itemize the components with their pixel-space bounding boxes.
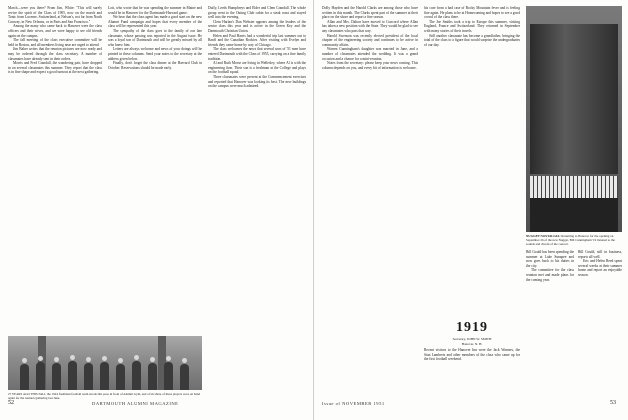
page-number: 52 <box>8 400 14 406</box>
class-secretary: Secretary, JOHN W. SMITH <box>452 337 492 341</box>
player-figure <box>84 363 93 390</box>
paragraph: Notes from the secretary: please keep your news coming. This column depends on you, and every bit of information is welcome. <box>322 61 418 70</box>
player-head <box>54 357 59 362</box>
player-head <box>166 356 171 361</box>
player-head <box>118 358 123 363</box>
player-head <box>134 355 139 360</box>
piano-lid-shape <box>530 24 618 174</box>
caption-text: Returning to Hanover for the opening on September 26 of the new Nugget, Bill Cunningham '19 listened to the sounds and chords of the concert. <box>526 234 615 246</box>
player-head <box>70 355 75 360</box>
piano-photo <box>526 6 622 232</box>
player-head <box>102 356 107 361</box>
player-figure <box>36 362 45 390</box>
paragraph: Lott, who wrote that he was spending the summer in Maine and would be in Hanover for the Dartmouth-Harvard game. <box>108 6 202 15</box>
right-column-2 <box>424 6 520 316</box>
right-column-1 <box>322 6 418 386</box>
player-figure <box>100 362 109 390</box>
paragraph: Harold Swenson was recently elected president of the local chapter of the engineering society and continues to be active in community affairs. <box>322 33 418 47</box>
team-photo <box>8 336 202 390</box>
paragraph: Among the many who came back to Hanover were the class officers and their wives, and we were happy to see old friends again on the campus. <box>8 24 102 38</box>
paragraph: Clem Harlan's Dan Webster appears among the leaders of the senior class this year and is active in the Green Key and the Dartmouth Christian Union. <box>208 19 306 33</box>
player-head <box>86 357 91 362</box>
paragraph: The Joe Smiths took a trip to Europe this summer, visiting England, France and Switzerland. They returned in September with many stories of their travels. <box>424 19 520 33</box>
paragraph: Dolly Hayden and the Harold Clarks are among those who have written in this month. The Clarks spent part of the summer at their place on the shore and report a fine season. <box>322 6 418 20</box>
paragraph: Still another classmate has become a grandfather, bringing the total of the class to a figure that would surprise the undergraduates of our day. <box>424 33 520 47</box>
paragraph: Bill Gould, still in business, reports all well. <box>578 250 622 259</box>
paragraph: Duffy, Leeds Humphreys and Elder and Clem Crandall. The whole group went to the Outing Club cabin for a steak roast and stayed well into the evening. <box>208 6 306 20</box>
class-heading <box>424 320 520 346</box>
piano-keys-shape <box>530 176 618 198</box>
left-column-2 <box>108 6 202 332</box>
photo-caption: 27 YEARS AGO THIS FALL the 1924 freshmen football team strode this pose in front of Alumni Gym, and a fair share of these players were on hand again for the reunion gathering last June. <box>8 392 201 400</box>
player-figure <box>148 363 157 390</box>
paragraph: Helen and Paul Harris had a wonderful trip last summer out to Banff and the Canadian Rockies. After visiting with Evelyn and friends they came home by way of Chicago. <box>208 33 306 47</box>
paragraph: Jim Baker writes that the reunion pictures are now ready and may be ordered through the class secretary. A number of classmates have already sent in their orders. <box>8 47 102 61</box>
paragraph: Three classmates were present at the Commencement exercises and reported that Hanover was looking its best. The new buildings on the campus were much admired. <box>208 74 306 89</box>
paragraph: Letters are always welcome and news of your doings will be printed in these columns. Send your notes to the secretary at the address given below. <box>108 47 202 61</box>
paragraph: The committee for the class reunion met and made plans for the coming year. <box>526 268 574 282</box>
player-figure <box>52 363 61 390</box>
paragraph: Eric and Helen Reed spent several weeks at their summer home and report an enjoyable season. <box>578 259 622 277</box>
player-figure <box>68 361 77 390</box>
paragraph: his cure from a bad case of Rocky Mountain fever and is feeling fine again. He plans to be at Homecoming and hopes to see a good crowd of the class there. <box>424 6 520 20</box>
paragraph: March—were you there? From Jim, White: "This will surely revive the spirit of the Class of 1905, now on the march and Tonic from Lucerne, Switzerland, at Nelson's, not far from North Conway, in New Orleans, or in Paris and San Francisco." <box>8 6 102 24</box>
left-column-1 <box>8 6 102 332</box>
page-footer: DARTMOUTH ALUMNI MAGAZINE <box>92 401 179 406</box>
photo-caption <box>526 234 622 246</box>
class-year: 1919 <box>456 320 488 335</box>
paragraph: The sympathy of the class goes to the family of our late classmate, whose passing was reported in the August issue. He was a loyal son of Dartmouth and will be greatly missed by all who knew him. <box>108 28 202 47</box>
player-figure <box>20 364 29 390</box>
player-head <box>38 356 43 361</box>
paragraph: The fall meeting of the class executive committee will be held in Boston, and all members living near are urged to attend. <box>8 38 102 47</box>
class-address: Hanover, N. H. <box>461 342 483 347</box>
player-head <box>182 358 187 363</box>
page-footer: Issue of NOVEMBER 1951 <box>322 401 385 406</box>
right-page <box>314 0 628 420</box>
player-figure <box>116 364 125 390</box>
right-column-4 <box>578 250 622 386</box>
piano-base-shape <box>530 198 618 232</box>
player-figure <box>180 364 189 390</box>
paragraph: Finally, don't forget the class dinner at the Harvard Club in October. Reservations should be made early. <box>108 61 202 70</box>
page-number: 53 <box>610 400 616 406</box>
player-figure <box>132 361 141 390</box>
paragraph: Recent visitors to the Hanover Inn were the Jack Warners, the Stan Lamberts and other members of the class who came up for the first football weekend. <box>424 348 520 362</box>
paragraph: Bill Gould has been spending the summer at Lake Sunapee and now goes back to his duties in the city. <box>526 250 574 268</box>
paragraph: We hear that the class agent has made a good start on the new Alumni Fund campaign and hopes that every member of the class will be represented this year. <box>108 15 202 29</box>
paragraph: Warren Cunningham's daughter was married in June, and a number of classmates attended the wedding. It was a grand occasion and a chance for a mini-reunion. <box>322 47 418 61</box>
paragraph: Allan and Mrs. Dalton have moved to Concord where Allan has taken a new position with the State. They would be glad to see any classmates who pass that way. <box>322 19 418 33</box>
paragraph: Al and Ruth Morse are living in Wellesley, where Al is with the engineering firm. Their son is a freshman at the College and plays on the football squad. <box>208 61 306 75</box>
player-head <box>22 358 27 363</box>
player-figure <box>164 362 173 390</box>
right-column-2-lower <box>424 348 520 386</box>
paragraph: The class welcomes the news that several sons of '51 men have entered Dartmouth with the Class of 1955, carrying on a fine family tradition. <box>208 47 306 61</box>
right-column-3 <box>526 250 574 386</box>
caption-lead: NUGGET NOSTALGIA: <box>526 234 561 238</box>
paragraph: Morris and Fred Crandall, the wandering pair, have dropped in on several classmates this summer. They report that the class is in fine shape and expect a good turnout at the next gathering. <box>8 61 102 75</box>
left-column-3 <box>208 6 306 386</box>
player-head <box>150 357 155 362</box>
